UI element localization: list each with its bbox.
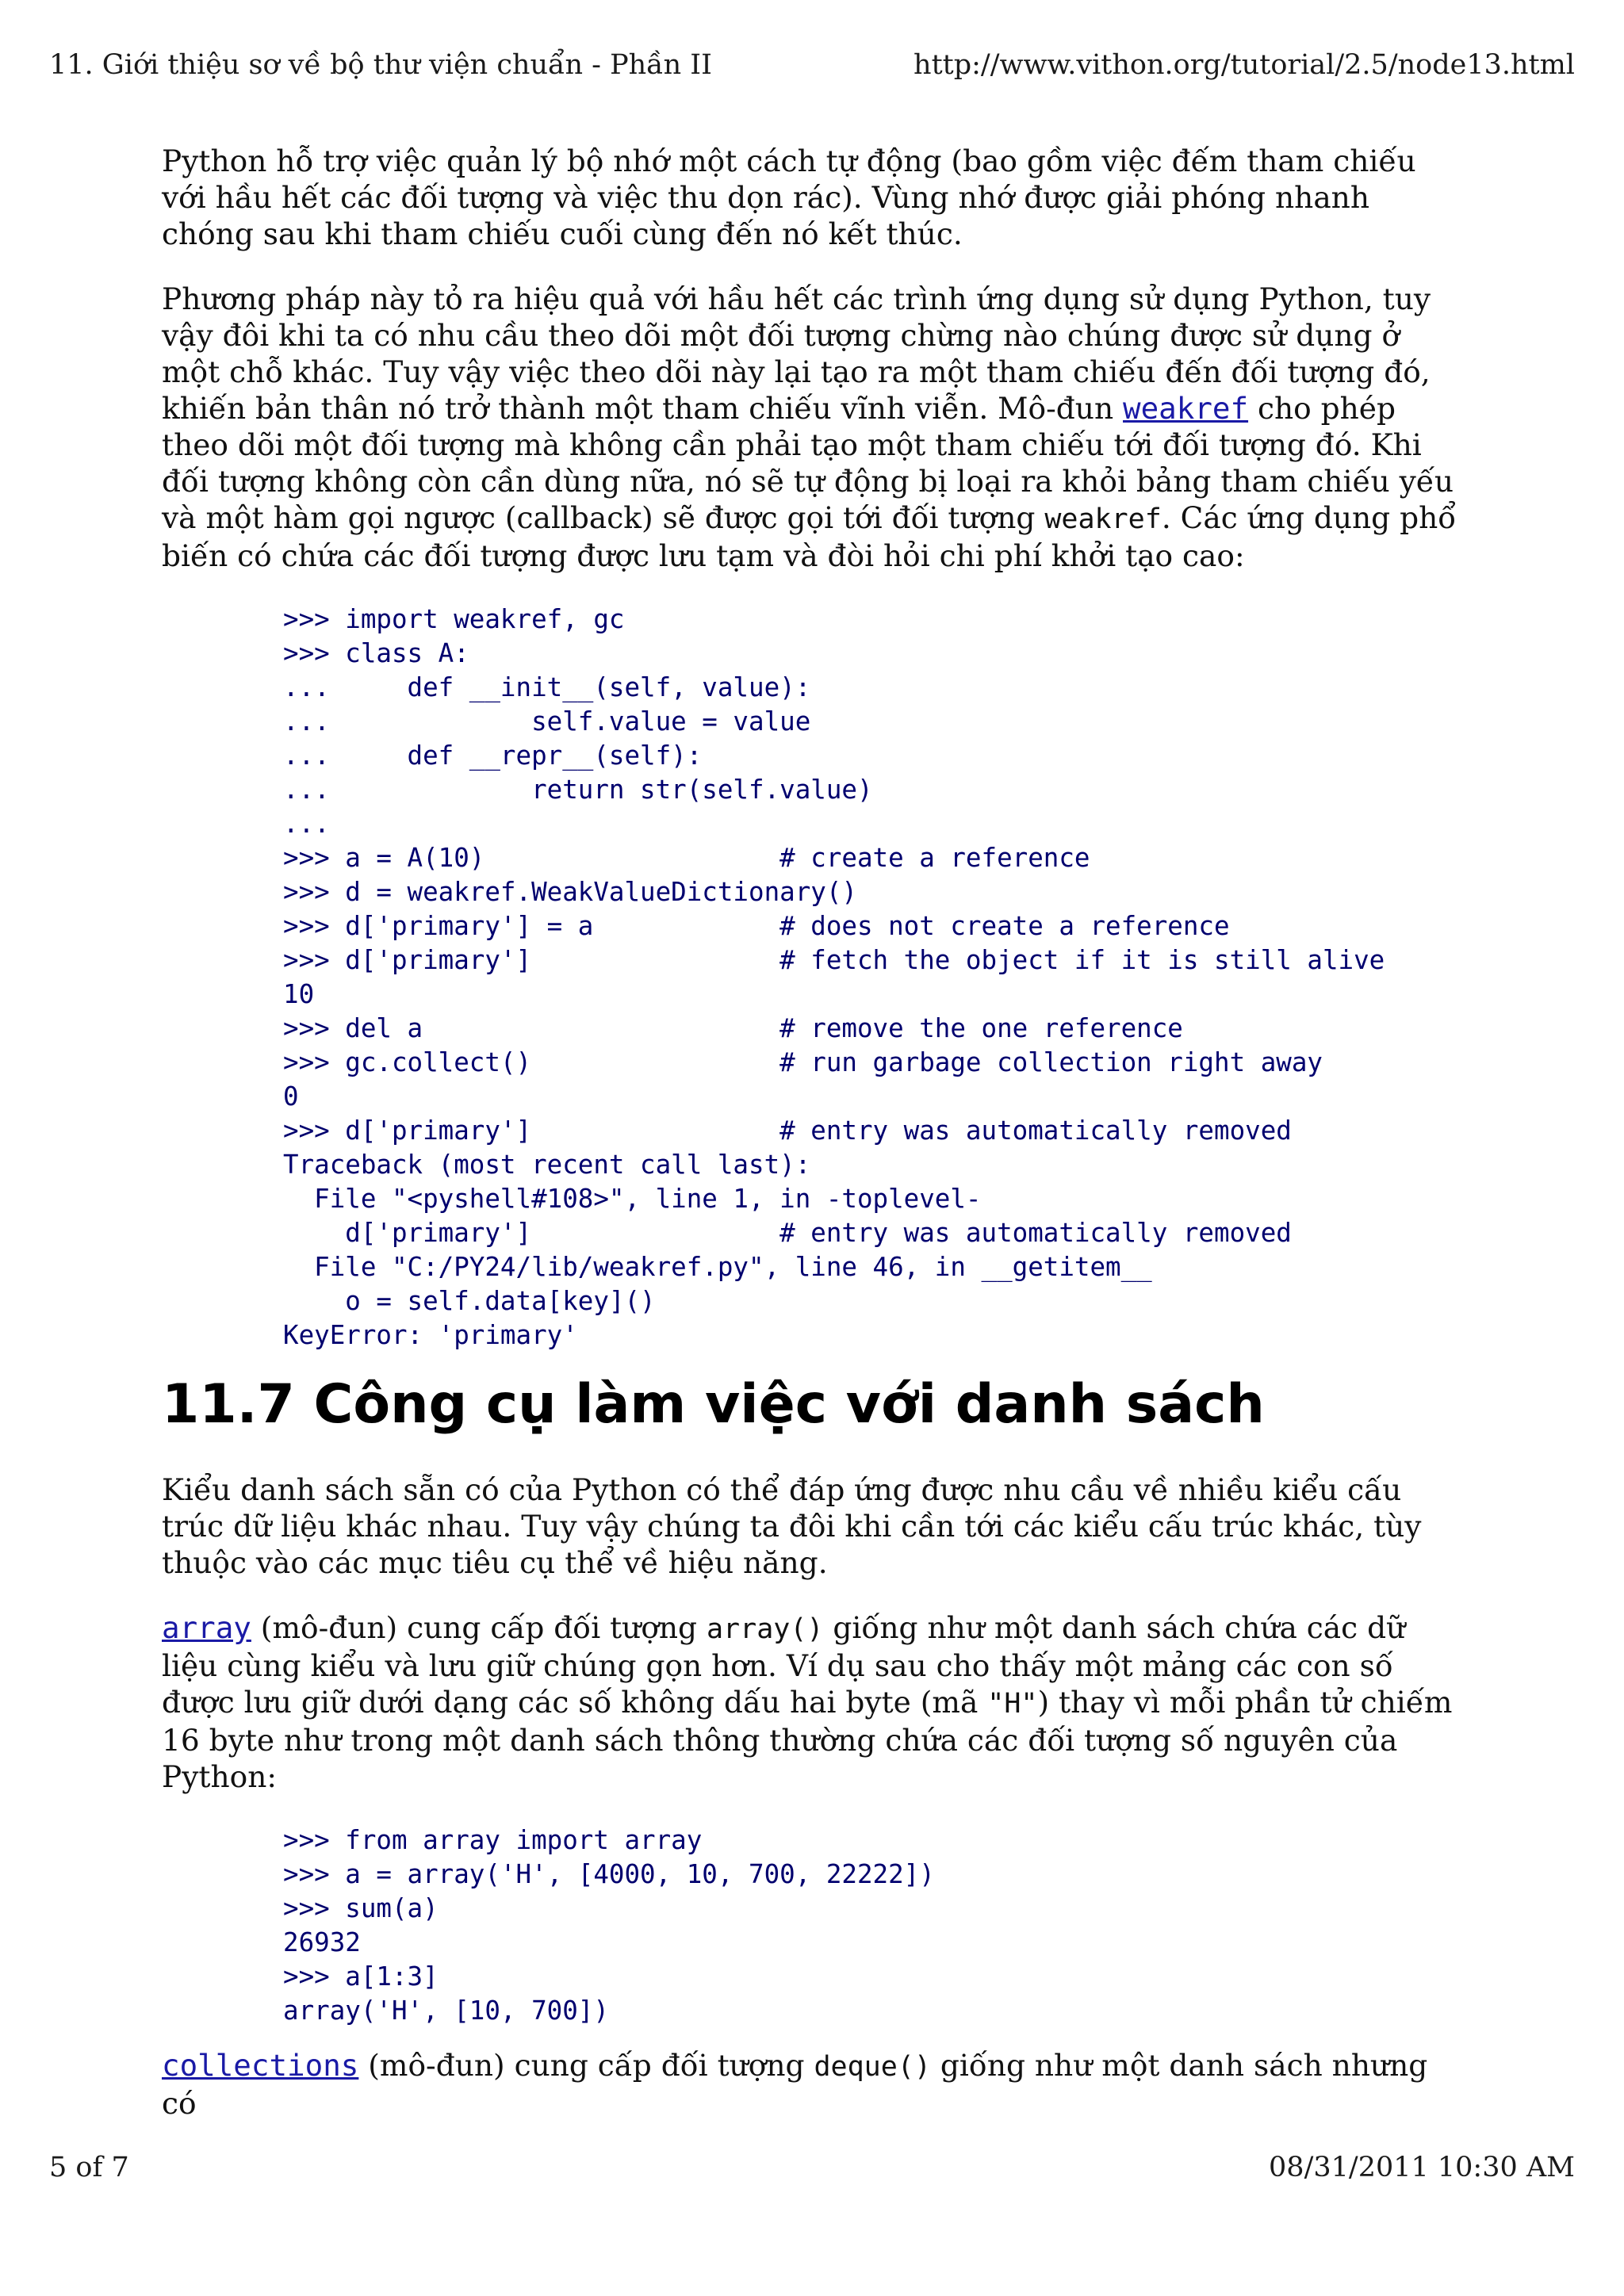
inline-code-array: array() [706, 1613, 824, 1645]
inline-code-h: "H" [987, 1688, 1038, 1720]
section-heading: 11.7 Công cụ làm việc với danh sách [162, 1373, 1265, 1436]
paragraph-text: Phương pháp này tỏ ra hiệu quả với hầu hết các trình ứng dụng sử dụng Python, tuy vậy đôi khi ta có nhu cầu theo dõi một đối tượng chừng nào chúng được sử dụng ở một chỗ khác. Tuy vậy việc theo dõi này lại tạo ra một tham chiếu đến đối tượng đó, khiến bản thân nó trở thành một tham chiếu vĩnh viễn. Mô-đun [162, 281, 1431, 426]
page-title: 11. Giới thiệu sơ về bộ thư viện chuẩn - Phần II [49, 49, 712, 81]
paragraph-memory-management: Python hỗ trợ việc quản lý bộ nhớ một cách tự động (bao gồm việc đếm tham chiếu với hầu hết các đối tượng và việc thu dọn rác). Vùng nhớ được giải phóng nhanh chóng sau khi tham chiếu cuối cùng đến nó kết thúc. [162, 144, 1416, 251]
page-url: http://www.vithon.org/tutorial/2.5/node13.html [914, 49, 1575, 81]
paragraph-list-tools: Kiểu danh sách sẵn có của Python có thể đáp ứng được nhu cầu về nhiều kiểu cấu trúc dữ liệu khác nhau. Tuy vậy chúng ta đôi khi cần tới các kiểu cấu trúc khác, tùy thuộc vào các mục tiêu cụ thể về hiệu năng. [162, 1472, 1422, 1580]
code-block-array-example: >>> from array import array >>> a = array('H', [4000, 10, 700, 22222]) >>> sum(a) 26932 >>> a[1:3] array('H', [10, 700]) [283, 1825, 935, 2026]
paragraph-collections [162, 2047, 1462, 2122]
paragraph-text: ) thay vì mỗi phần tử chiếm 16 byte như trong một danh sách thông thường chứa các đối tượng số nguyên của Python: [162, 1685, 1453, 1794]
inline-code-deque: deque() [814, 2051, 931, 2083]
paragraph-text: (mô-đun) cung cấp đối tượng [251, 1610, 707, 1645]
collections-link[interactable]: collections [162, 2048, 359, 2083]
paragraph-text: cho phép theo dõi một đối tượng mà không cần phải tạo một tham chiếu tới đối tượng đó. Khi đối tượng không còn cần dùng nữa, nó sẽ tự động bị loại ra khỏi bảng tham chiếu yếu và một hàm gọi ngược (callback) sẽ được gọi tới đối tượng [162, 391, 1454, 535]
paragraph-text: (mô-đun) cung cấp đối tượng [358, 2048, 814, 2083]
paragraph-text: giống như một danh sách nhưng có [162, 2048, 1428, 2121]
document-body [162, 143, 1462, 2150]
weakref-link[interactable]: weakref [1123, 391, 1249, 426]
paragraph-weakref [162, 281, 1462, 574]
print-datetime: 08/31/2011 10:30 AM [1269, 2152, 1575, 2183]
paragraph-text: . Các ứng dụng phổ biến có chứa các đối tượng được lưu tạm và đòi hỏi chi phí khởi tạo cao: [162, 500, 1457, 573]
code-block-weakref-example: >>> import weakref, gc >>> class A: ... def __init__(self, value): ... self.value = value ... def __repr__(self): ... return str(self.value) ... >>> a = A(10) # create a reference >>> d = weakref.WeakValueDictionary() >>> d['primary'] = a # does not create a reference >>> d['primary'] # fetch the object if it is still alive 10 >>> del a # remove the one reference >>> gc.collect() # run garbage collection right away 0 >>> d['primary'] # entry was automatically removed Traceback (most recent call last): File "<pyshell#108>", line 1, in -toplevel- d['primary'] # entry was automatically removed File "C:/PY24/lib/weakref.py", line 46, in __getitem__ o = self.data[key]() KeyError: 'primary' [283, 604, 1385, 1350]
array-link[interactable]: array [162, 1610, 251, 1645]
paragraph-array [162, 1609, 1462, 1795]
paragraph-text: giống như một danh sách chứa các dữ liệu cùng kiểu và lưu giữ chúng gọn hơn. Ví dụ sau cho thấy một mảng các con số được lưu giữ dưới dạng các số không dấu hai byte (mã [162, 1610, 1406, 1720]
print-header [49, 49, 1575, 87]
inline-code-weakref: weakref [1044, 503, 1162, 535]
print-footer [49, 2152, 1575, 2190]
page-number: 5 of 7 [49, 2152, 129, 2183]
